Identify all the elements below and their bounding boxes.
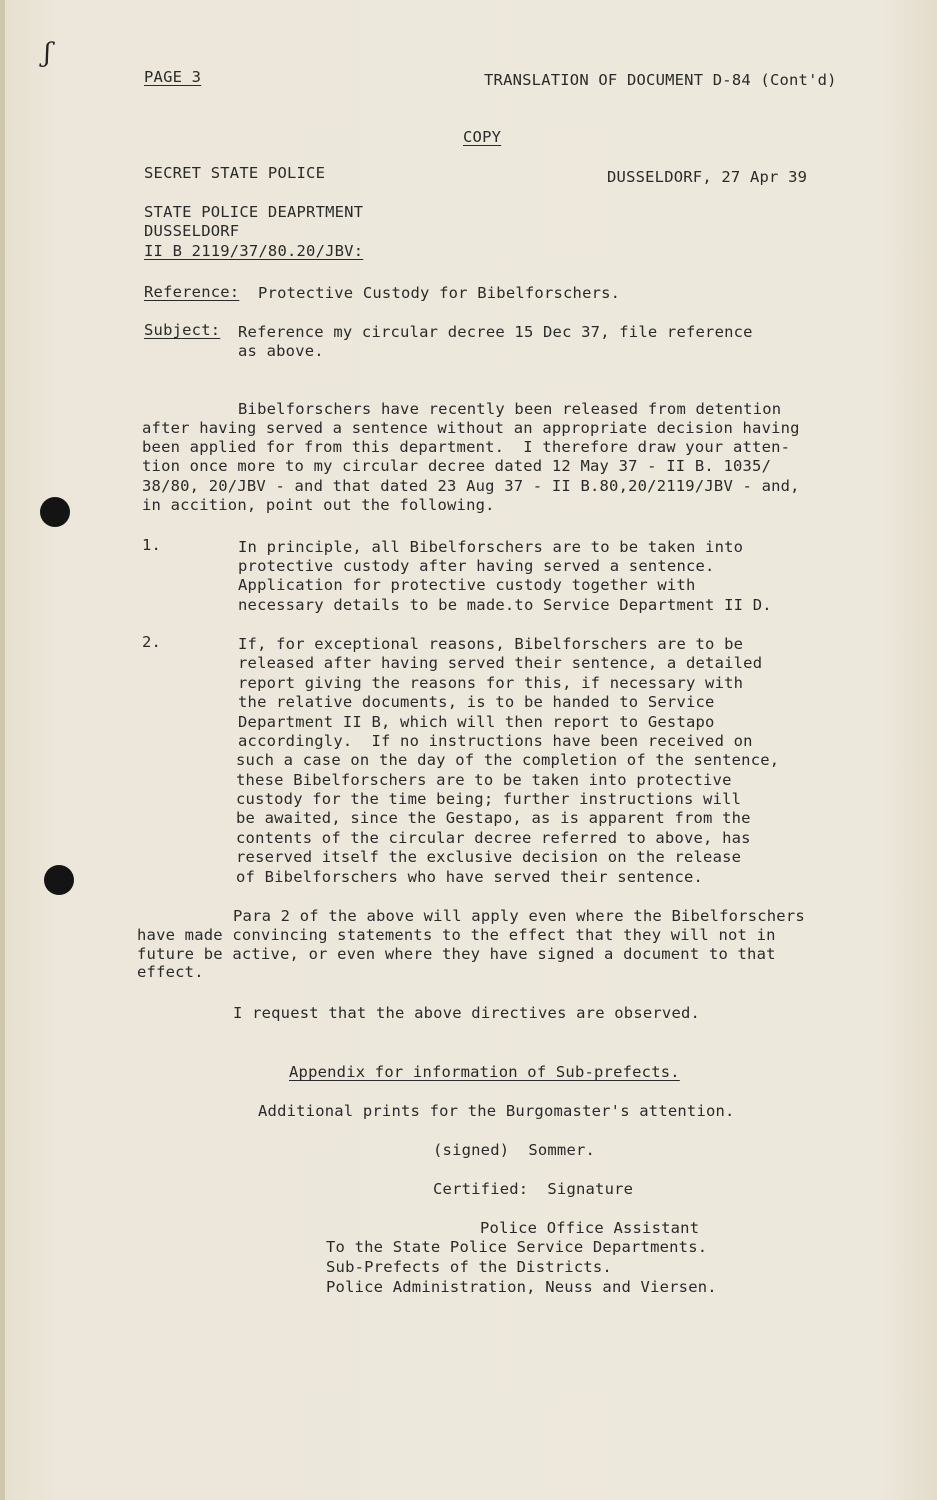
sender-line: SECRET STATE POLICE <box>144 164 326 182</box>
sender-city: DUSSELDORF <box>144 222 240 240</box>
point-line: released after having served their sentence, a detailed <box>238 654 763 672</box>
certified-line: Certified: Signature <box>433 1180 634 1198</box>
point-line: of Bibelforschers who have served their sentence. <box>236 868 704 886</box>
para2-line: have made convincing statements to the effect that they will not in <box>137 926 776 944</box>
request-line: I request that the above directives are observed. <box>233 1004 701 1022</box>
intro-line: after having served a sentence without an appropriate decision having <box>142 419 800 437</box>
intro-line: in accition, point out the following. <box>142 496 495 514</box>
point-line: protective custody after having served a sentence. <box>238 557 715 575</box>
point-line: these Bibelforschers are to be taken into protective <box>236 771 732 789</box>
signed-line: (signed) Sommer. <box>433 1141 596 1159</box>
point-line: contents of the circular decree referred to above, has <box>236 829 751 847</box>
point-line: be awaited, since the Gestapo, as is apparent from the <box>236 809 751 827</box>
intro-line: been applied for from this department. I therefore draw your atten- <box>142 438 791 456</box>
point-line: the relative documents, is to be handed to Service <box>238 693 715 711</box>
file-reference: II B 2119/37/80.20/JBV: <box>144 242 364 260</box>
additional-line: Additional prints for the Burgomaster's attention. <box>258 1102 735 1120</box>
point-line: such a case on the day of the completion of the sentence, <box>236 751 780 769</box>
point-line: accordingly. If no instructions have been received on <box>238 732 753 750</box>
point-number: 1. <box>142 536 162 554</box>
page-label: PAGE 3 <box>144 68 202 86</box>
para2-line: effect. <box>137 963 204 981</box>
point-line: necessary details to be made.to Service Department II D. <box>238 596 772 614</box>
point-line: In principle, all Bibelforschers are to be taken into <box>238 538 744 556</box>
sender-dept: STATE POLICE DEAPRTMENT <box>144 203 364 221</box>
subject-label: Subject: <box>144 321 221 339</box>
point-line: reserved itself the exclusive decision on the release <box>236 848 742 866</box>
para2-line: Para 2 of the above will apply even where the Bibelforschers <box>233 907 805 925</box>
place-date: DUSSELDORF, 27 Apr 39 <box>607 168 808 186</box>
distribution-line: Sub-Prefects of the Districts. <box>326 1258 612 1276</box>
para2-line: future be active, or even where they have signed a document to that <box>137 945 776 963</box>
point-line: custody for the time being; further instructions will <box>236 790 742 808</box>
intro-line: 38/80, 20/JBV - and that dated 23 Aug 37 - II B.80,20/2119/JBV - and, <box>142 477 800 495</box>
page-edge <box>0 0 5 1500</box>
appendix-line: Appendix for information of Sub-prefects. <box>289 1063 680 1081</box>
punch-hole-upper <box>40 497 70 527</box>
point-line: If, for exceptional reasons, Bibelforschers are to be <box>238 635 744 653</box>
reference-label: Reference: <box>144 283 240 301</box>
point-line: report giving the reasons for this, if necessary with <box>238 674 744 692</box>
intro-line: Bibelforschers have recently been released from detention <box>238 400 782 418</box>
reference-text: Protective Custody for Bibelforschers. <box>258 284 621 302</box>
distribution-line: Police Office Assistant <box>480 1219 700 1237</box>
point-line: Department II B, which will then report to Gestapo <box>238 713 715 731</box>
intro-line: tion once more to my circular decree dated 12 May 37 - II B. 1035/ <box>142 457 772 475</box>
document-title: TRANSLATION OF DOCUMENT D-84 (Cont'd) <box>484 71 837 89</box>
punch-hole-lower <box>44 865 74 895</box>
copy-label: COPY <box>463 128 502 146</box>
distribution-line: Police Administration, Neuss and Viersen. <box>326 1278 717 1296</box>
point-line: Application for protective custody together with <box>238 576 696 594</box>
point-number: 2. <box>142 633 162 651</box>
subject-line: Reference my circular decree 15 Dec 37, file reference <box>238 323 753 341</box>
distribution-line: To the State Police Service Departments. <box>326 1238 708 1256</box>
subject-line: as above. <box>238 342 324 360</box>
ink-mark: ʃ <box>44 38 52 68</box>
